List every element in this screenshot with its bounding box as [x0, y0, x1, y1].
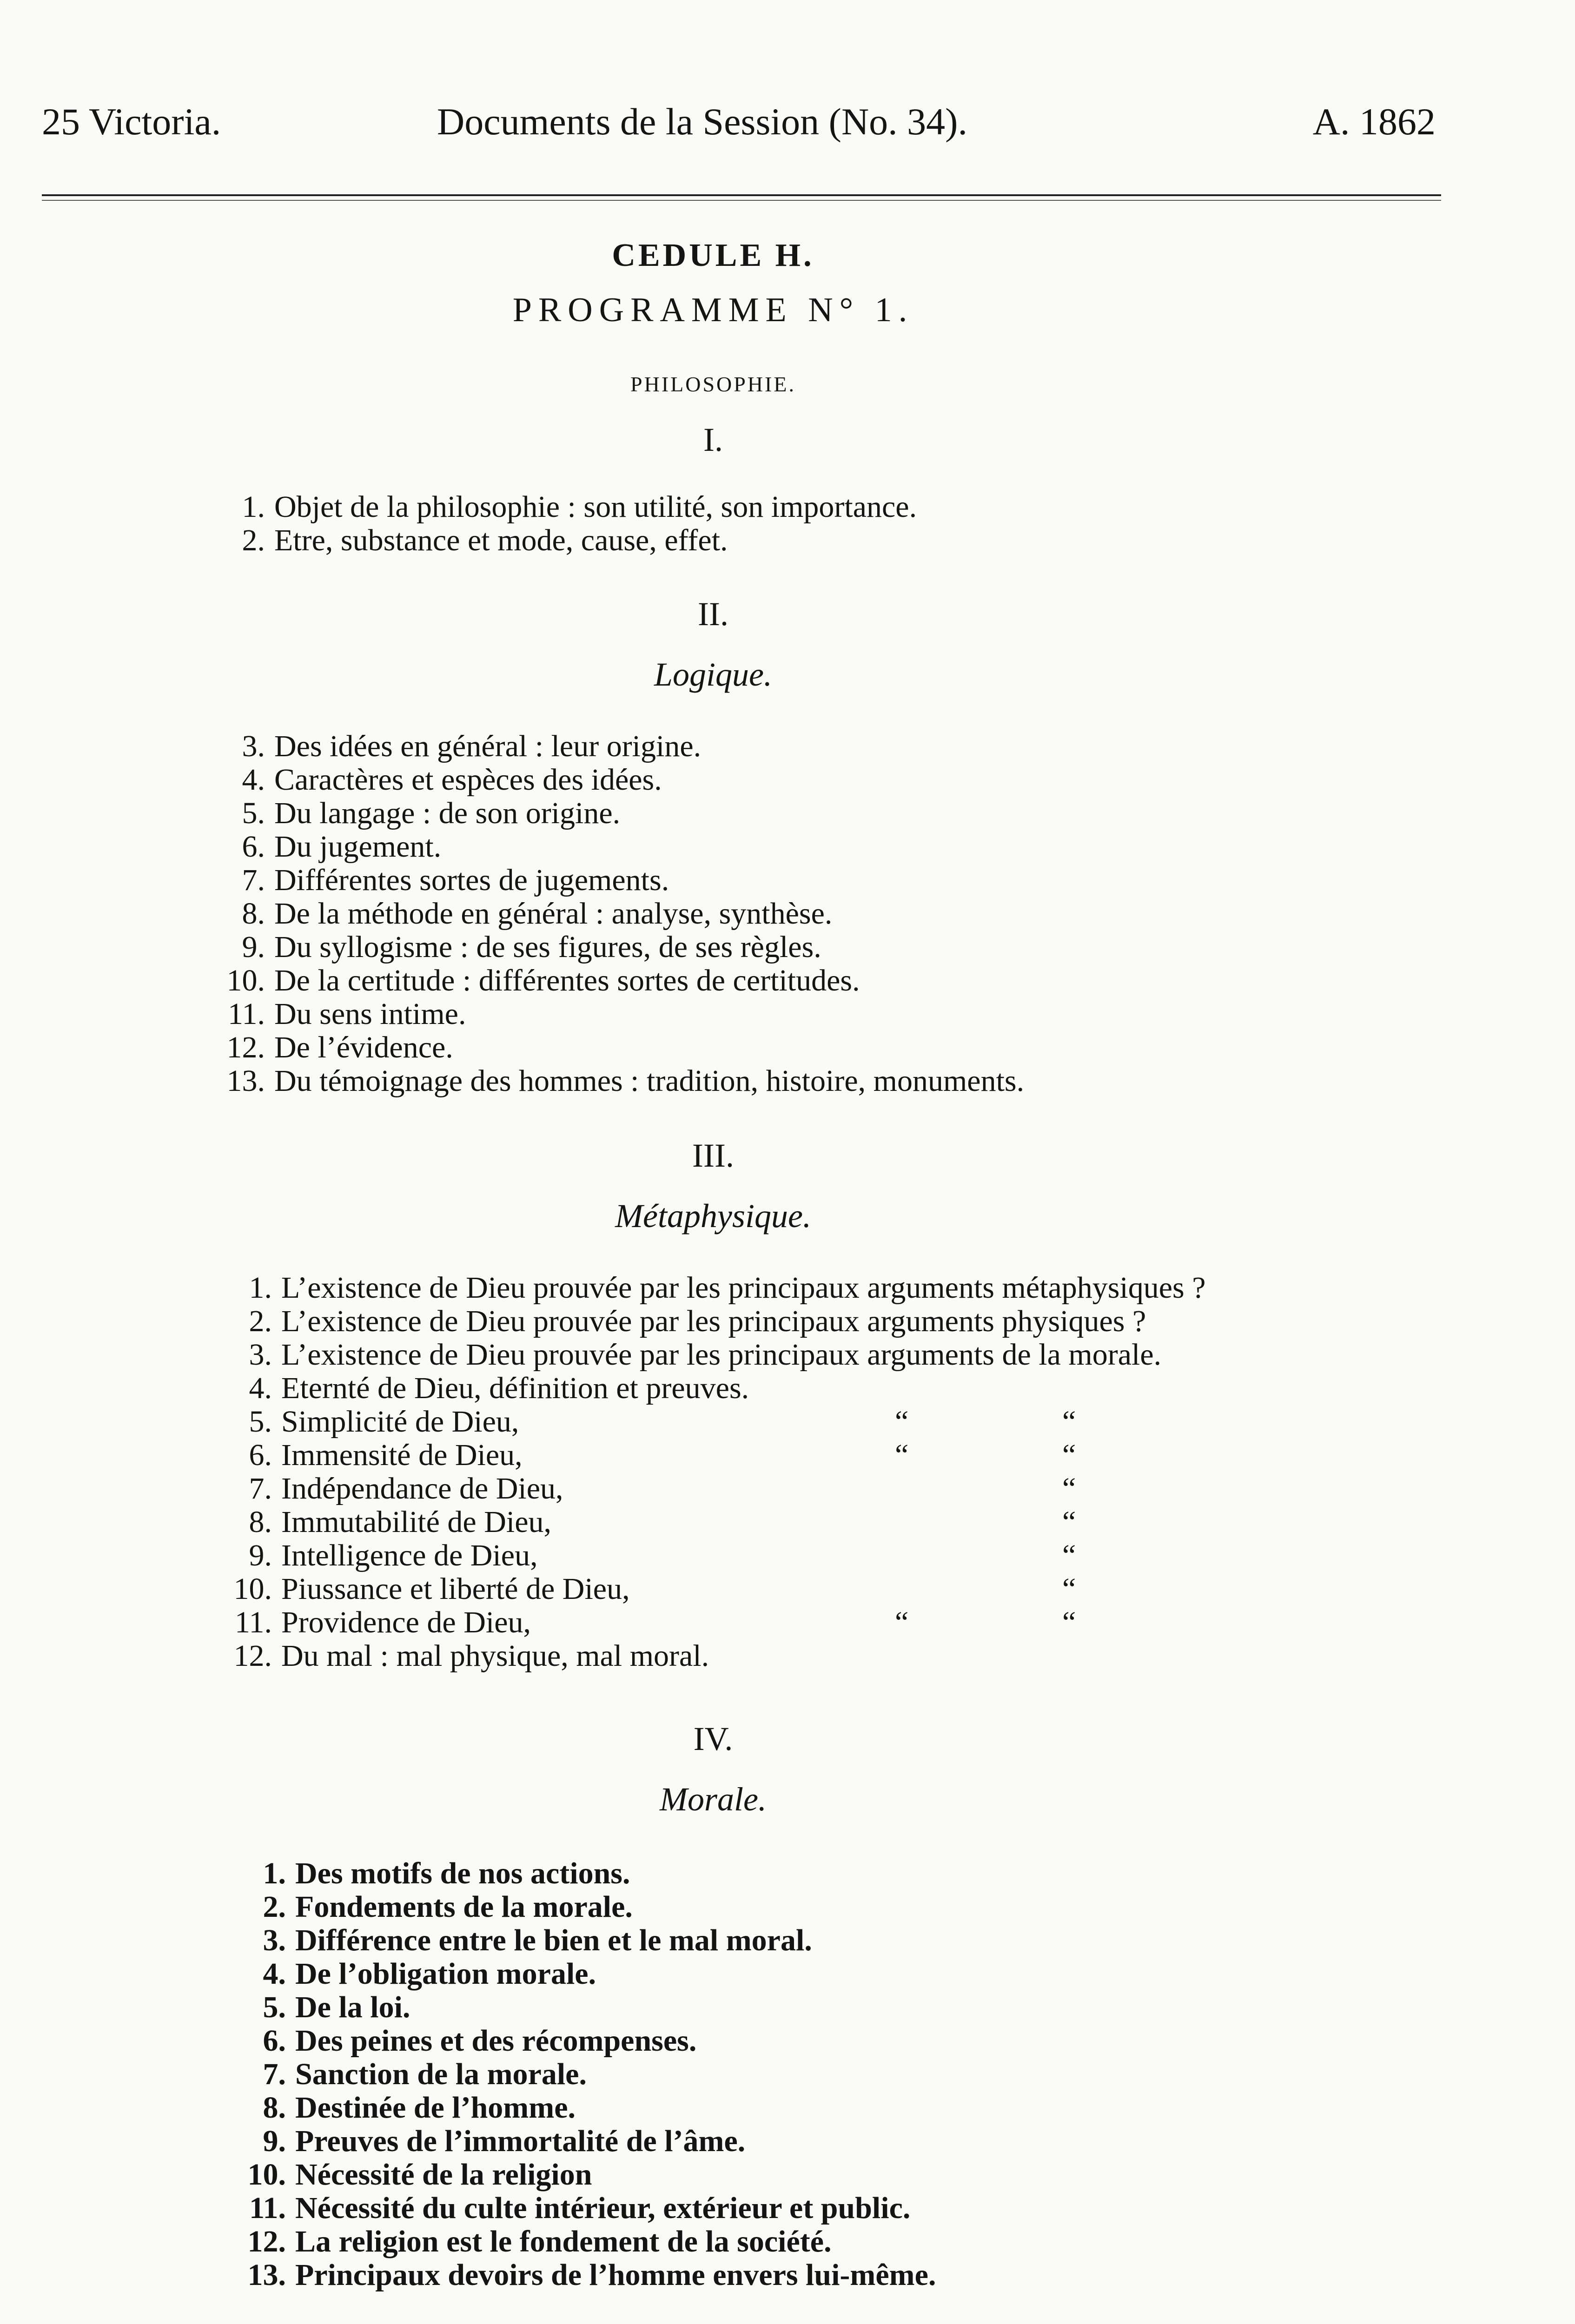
subject-heading: PHILOSOPHIE.	[630, 372, 796, 396]
header-right: A. 1862	[1312, 100, 1436, 143]
item-text: Immensité de Dieu,	[281, 1438, 523, 1472]
item-number: 9.	[242, 930, 265, 964]
ditto-mark: “	[1062, 1505, 1076, 1539]
programme-heading: PROGRAMME N° 1.	[512, 291, 914, 329]
item-text: Des idées en général : leur origine.	[274, 729, 701, 763]
item-text: L’existence de Dieu prouvée par les principaux arguments physiques ?	[281, 1304, 1146, 1338]
item-number: 5.	[263, 1990, 286, 2024]
item-number: 1.	[242, 490, 265, 524]
item-text: Indépendance de Dieu,	[281, 1472, 563, 1505]
item-number: 3.	[242, 729, 265, 763]
header-rule-thin	[42, 200, 1441, 201]
item-number: 2.	[249, 1304, 272, 1338]
item-text: De la certitude : différentes sortes de certitudes.	[274, 964, 860, 997]
item-text: De la méthode en général : analyse, synthèse.	[274, 897, 833, 931]
item-text: Du sens intime.	[274, 997, 466, 1031]
item-text: Du langage : de son origine.	[274, 796, 621, 830]
item-text: Nécessité de la religion	[295, 2158, 592, 2192]
item-number: 10.	[247, 2158, 286, 2192]
ditto-mark: “	[895, 1438, 909, 1472]
item-number: 12.	[233, 1639, 272, 1673]
item-number: 6.	[263, 2024, 286, 2058]
section-2-title: Logique.	[654, 656, 772, 693]
item-number: 9.	[249, 1538, 272, 1572]
item-number: 7.	[249, 1472, 272, 1505]
item-text: Intelligence de Dieu,	[281, 1538, 538, 1572]
section-2-roman: II.	[698, 595, 728, 633]
ditto-mark: “	[895, 1605, 909, 1639]
ditto-mark: “	[895, 1405, 909, 1439]
cedule-heading: CEDULE H.	[612, 238, 814, 273]
item-text: Du syllogisme : de ses figures, de ses règles.	[274, 930, 821, 964]
item-number: 11.	[249, 2191, 286, 2225]
item-text: De la loi.	[295, 1990, 410, 2024]
item-text: Eternté de Dieu, définition et preuves.	[281, 1371, 749, 1405]
item-number: 11.	[234, 1605, 272, 1639]
ditto-mark: “	[1062, 1405, 1076, 1439]
item-number: 7.	[242, 863, 265, 897]
item-text: Destinée de l’homme.	[295, 2091, 576, 2125]
item-number: 1.	[249, 1271, 272, 1305]
item-text: Du mal : mal physique, mal moral.	[281, 1639, 709, 1673]
running-header	[0, 100, 1575, 151]
item-number: 5.	[242, 796, 265, 830]
item-text: Etre, substance et mode, cause, effet.	[274, 523, 728, 557]
item-text: Simplicité de Dieu,	[281, 1405, 519, 1439]
item-text: Providence de Dieu,	[281, 1605, 531, 1639]
item-number: 8.	[263, 2091, 286, 2125]
item-number: 13.	[247, 2258, 286, 2292]
item-number: 6.	[242, 830, 265, 864]
item-number: 11.	[227, 997, 265, 1031]
section-4-title: Morale.	[660, 1781, 767, 1818]
item-text: La religion est le fondement de la société.	[295, 2225, 832, 2258]
item-text: Des peines et des récompenses.	[295, 2024, 697, 2058]
item-text: Du jugement.	[274, 830, 442, 864]
item-number: 4.	[249, 1371, 272, 1405]
item-text: Sanction de la morale.	[295, 2057, 587, 2091]
item-number: 8.	[249, 1505, 272, 1539]
section-4-roman: IV.	[693, 1720, 733, 1757]
item-number: 2.	[263, 1890, 286, 1924]
section-1-roman: I.	[703, 421, 723, 458]
item-text: Différence entre le bien et le mal moral.	[295, 1923, 812, 1957]
ditto-mark: “	[1062, 1572, 1076, 1606]
item-text: L’existence de Dieu prouvée par les principaux arguments de la morale.	[281, 1338, 1162, 1372]
item-text: Preuves de l’immortalité de l’âme.	[295, 2124, 746, 2158]
item-text: De l’obligation morale.	[295, 1957, 596, 1991]
item-number: 9.	[263, 2124, 286, 2158]
item-text: Nécessité du culte intérieur, extérieur et public.	[295, 2191, 911, 2225]
item-number: 10.	[226, 964, 265, 997]
header-rule	[42, 194, 1441, 196]
item-number: 13.	[226, 1064, 265, 1098]
ditto-mark: “	[1062, 1472, 1076, 1505]
item-number: 2.	[242, 523, 265, 557]
ditto-mark: “	[1062, 1438, 1076, 1472]
item-number: 6.	[249, 1438, 272, 1472]
item-text: Objet de la philosophie : son utilité, son importance.	[274, 490, 917, 524]
section-3-roman: III.	[692, 1137, 734, 1174]
item-text: Caractères et espèces des idées.	[274, 763, 662, 797]
item-text: L’existence de Dieu prouvée par les principaux arguments métaphysiques ?	[281, 1271, 1206, 1305]
item-number: 10.	[233, 1572, 272, 1606]
item-number: 3.	[249, 1338, 272, 1372]
item-number: 5.	[249, 1405, 272, 1439]
item-text: Fondements de la morale.	[295, 1890, 633, 1924]
ditto-mark: “	[1062, 1538, 1076, 1572]
section-3-title: Métaphysique.	[615, 1197, 811, 1235]
item-number: 4.	[263, 1957, 286, 1991]
item-number: 7.	[263, 2057, 286, 2091]
item-number: 8.	[242, 897, 265, 931]
header-left: 25 Victoria.	[42, 100, 221, 143]
item-text: Différentes sortes de jugements.	[274, 863, 669, 897]
header-center: Documents de la Session (No. 34).	[437, 100, 967, 143]
item-text: Du témoignage des hommes : tradition, histoire, monuments.	[274, 1064, 1025, 1098]
item-text: Piussance et liberté de Dieu,	[281, 1572, 630, 1606]
item-text: Des motifs de nos actions.	[295, 1856, 630, 1890]
ditto-mark: “	[1062, 1605, 1076, 1639]
item-number: 1.	[263, 1856, 286, 1890]
item-text: De l’évidence.	[274, 1030, 453, 1064]
item-text: Principaux devoirs de l’homme envers lui-même.	[295, 2258, 936, 2292]
item-number: 12.	[247, 2225, 286, 2258]
item-number: 3.	[263, 1923, 286, 1957]
item-text: Immutabilité de Dieu,	[281, 1505, 552, 1539]
item-number: 12.	[226, 1030, 265, 1064]
item-number: 4.	[242, 763, 265, 797]
